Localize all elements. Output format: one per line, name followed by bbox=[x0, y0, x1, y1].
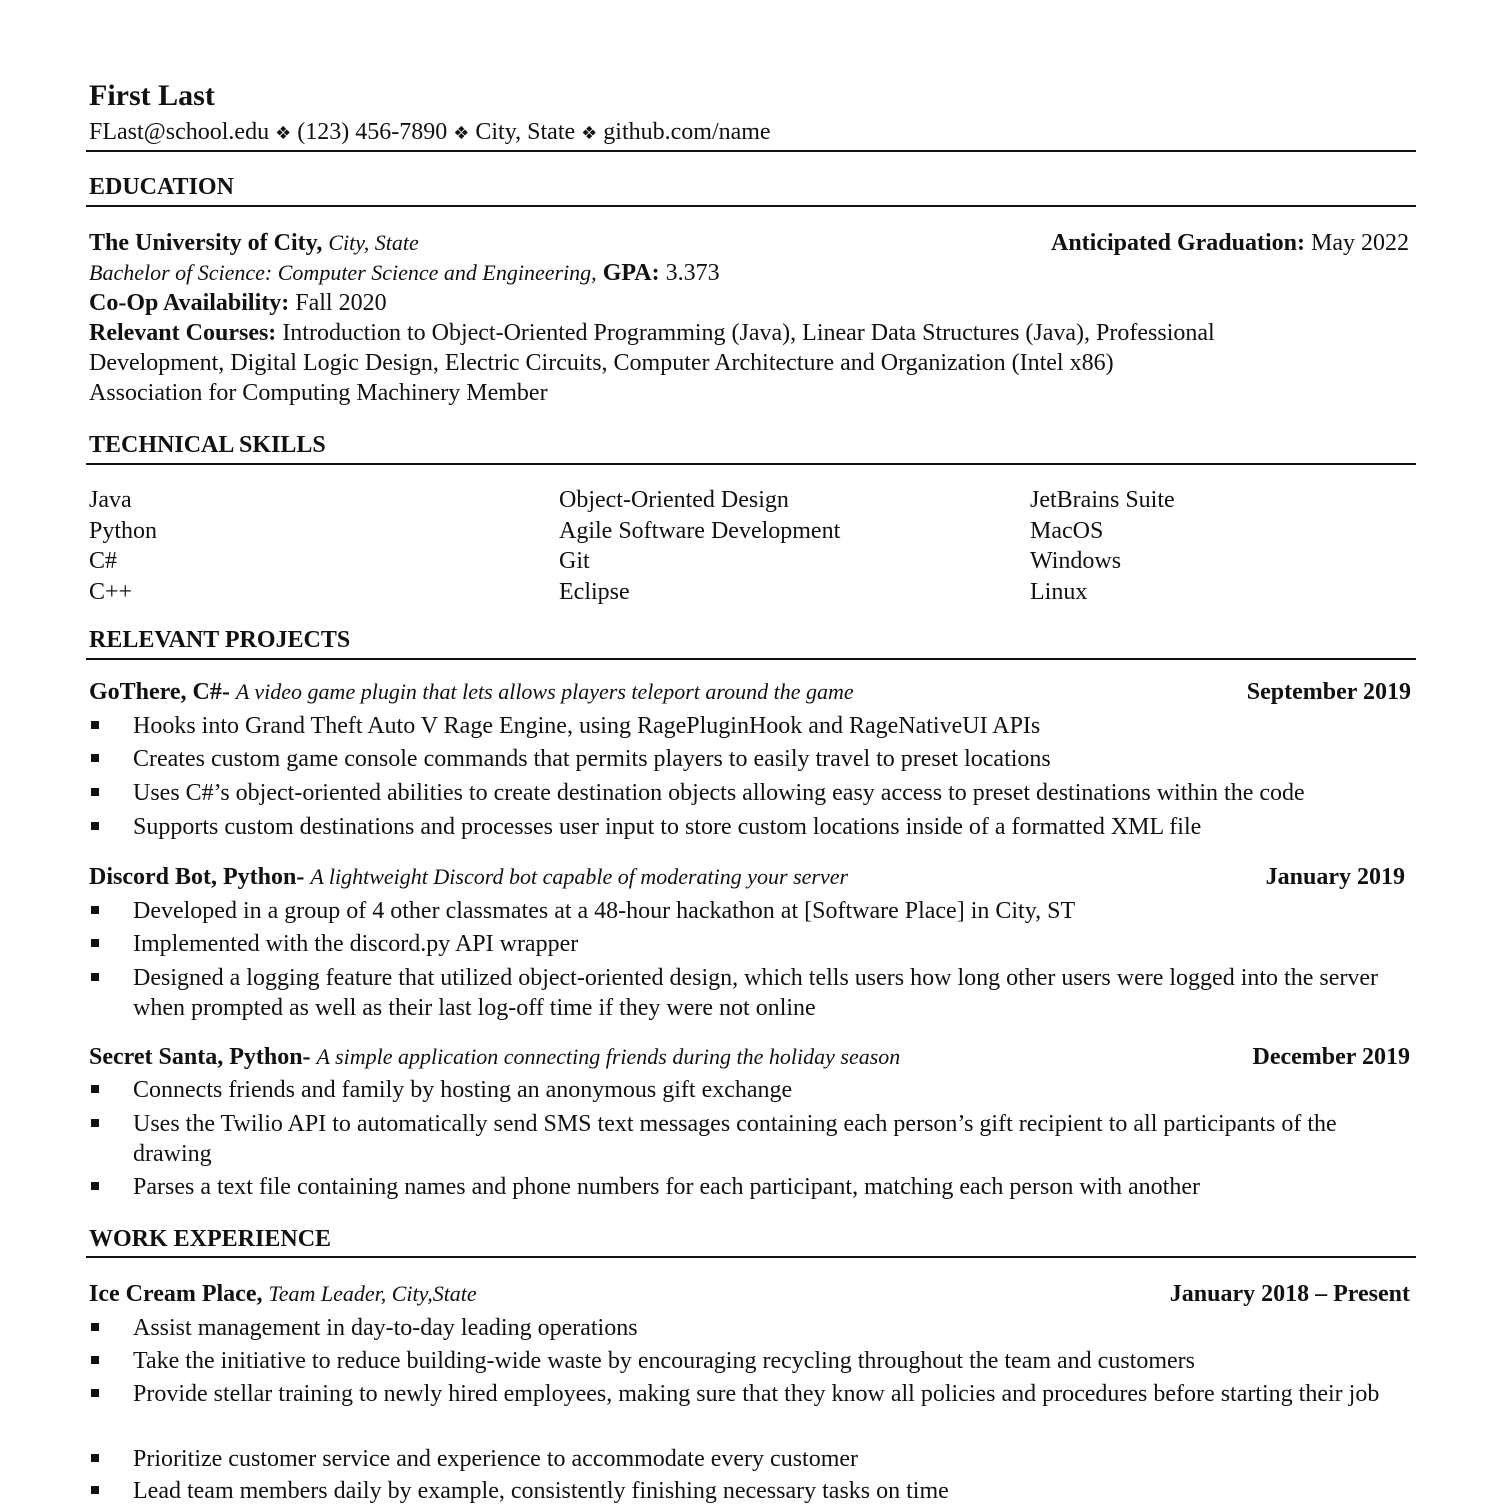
gpa-label: GPA: bbox=[602, 260, 660, 286]
square-bullet-icon bbox=[91, 754, 99, 762]
job-header bbox=[89, 1279, 477, 1309]
contact-website: github.com/name bbox=[603, 119, 771, 145]
skill-item: JetBrains Suite bbox=[1030, 487, 1175, 513]
skill-item: Eclipse bbox=[559, 578, 630, 605]
project-header bbox=[89, 1042, 900, 1072]
skill-item: Agile Software Development bbox=[559, 517, 841, 544]
work-divider bbox=[86, 1256, 1416, 1258]
square-bullet-icon bbox=[91, 1085, 99, 1093]
skill-item: Linux bbox=[1030, 578, 1088, 605]
skill-item: C++ bbox=[89, 578, 133, 605]
square-bullet-icon bbox=[91, 1119, 99, 1127]
degree: Bachelor of Science: Computer Science and Engineering, bbox=[89, 260, 597, 285]
section-title-education: EDUCATION bbox=[89, 174, 234, 200]
square-bullet-icon bbox=[91, 1454, 99, 1462]
skills-divider bbox=[86, 463, 1416, 465]
square-bullet-icon bbox=[91, 721, 99, 729]
project-date: September 2019 bbox=[1246, 679, 1411, 705]
project-name: GoThere, C#- bbox=[89, 679, 230, 705]
square-bullet-icon bbox=[91, 973, 99, 981]
coop-value: Fall 2020 bbox=[295, 290, 387, 316]
degree-line bbox=[89, 258, 720, 288]
courses-text: Introduction to Object-Oriented Programming (Java), Linear Data Structures (Java), Professional bbox=[282, 320, 1215, 346]
contact-line bbox=[89, 117, 771, 149]
section-title-projects: RELEVANT PROJECTS bbox=[89, 627, 351, 653]
square-bullet-icon bbox=[91, 906, 99, 914]
skill-item: Object-Oriented Design bbox=[559, 487, 789, 513]
education-divider bbox=[86, 205, 1416, 207]
skills-column-1 bbox=[89, 485, 157, 607]
coop-label: Co-Op Availability: bbox=[89, 290, 290, 316]
skills-column-2 bbox=[559, 485, 840, 607]
contact-email: FLast@school.edu bbox=[89, 119, 270, 145]
section-title-work: WORK EXPERIENCE bbox=[89, 1226, 332, 1252]
skill-item: Java bbox=[89, 487, 132, 513]
skill-item: C# bbox=[89, 548, 118, 574]
coop-line bbox=[89, 288, 387, 318]
skill-item: Git bbox=[559, 548, 590, 574]
candidate-name: First Last bbox=[89, 79, 215, 112]
employer-name: Ice Cream Place, bbox=[89, 1281, 263, 1307]
contact-location: City, State bbox=[475, 119, 576, 145]
skill-item: Windows bbox=[1030, 548, 1122, 574]
header-divider bbox=[86, 150, 1416, 152]
courses-label: Relevant Courses: bbox=[89, 320, 277, 346]
school-name: The University of City, bbox=[89, 230, 323, 256]
project-header bbox=[89, 862, 848, 892]
resume-page: First Last FLast@school.edu ❖ (123) 456-7890 ❖ City, State ❖ github.com/name EDUCATION The University of City, City, State Anticipated Graduation: May 2022 Bachelor of Science: Computer Science and Engineering, GPA: 3.373 Co-Op Availability: Fall 2020 Relevant Courses: Introduction to Object-Oriented Programming (Java), Linear Data Structures (Java), Professional Development, Digital Logic Design, Electric Circuits, Computer Architecture and Organization (Intel x86) Association for Computing Machinery Member TECHNICAL SKILLS Java Python C# C++ Object-Oriented Design Agile Software Development Git Eclipse JetBrains Suite MacOS Windows Linux RELEVANT PROJECTS GoThere, C#- A video game plugin that lets allows players teleport around the game September 2019 Hooks into Grand Theft Auto V Rage Engine, using RagePluginHook and RageNativeUI APIs Creates custom game console commands that permits players to easily travel to preset locations Uses C#’s object-oriented abilities to create destination objects allowing easy access to preset destinations within the code Supports custom destinations and processes user input to store custom locations inside of a formatted XML file Discord Bot, Python- A lightweight Discord bot capable of moderating your server January 2019 Developed in a group of 4 other classmates at a 48-hour hackathon at [Software Place] in City, ST Implemented with the discord.py API wrapper Designed a logging feature that utilized object-oriented design, which tells users how long other users were logged into the server when prompted as well as their last log-off time if they were not online Secret Santa, Python- A simple application connecting friends during the holiday season December 2019 Connects friends and family by hosting an anonymous gift exchange Uses the Twilio API to automatically send SMS text messages containing each person’s gift recipient to all participants of the drawing Parses a text file containing names and phone numbers for each participant, matching each person with another WORK EXPERIENCE Ice Cream Place, Team Leader, City,State January 2018 – Present Assist management in day-to-day leading operations Take the initiative to reduce building-wide waste by encouraging recycling throughout the team and customers Provide stellar training to newly hired employees, making sure that they know all policies and procedures before starting their job Prioritize customer service and experience to accommodate every customer Lead team members daily by example, consistently finishing necessary tasks on time bbox=[0, 0, 1500, 1500]
square-bullet-icon bbox=[91, 822, 99, 830]
project-description: A simple application connecting friends during the holiday season bbox=[316, 1044, 901, 1069]
skill-item: MacOS bbox=[1030, 517, 1104, 544]
graduation-value: May 2022 bbox=[1311, 230, 1409, 256]
project-description: A lightweight Discord bot capable of moderating your server bbox=[310, 864, 849, 889]
square-bullet-icon bbox=[91, 1356, 99, 1364]
square-bullet-icon bbox=[91, 788, 99, 796]
courses-line-2: Development, Digital Logic Design, Electric Circuits, Computer Architecture and Organization (Intel x86) bbox=[89, 350, 1114, 376]
square-bullet-icon bbox=[91, 1182, 99, 1190]
job-role: Team Leader, City,State bbox=[268, 1281, 477, 1306]
graduation-label: Anticipated Graduation: bbox=[1050, 230, 1305, 256]
diamond-separator-icon: ❖ bbox=[453, 123, 470, 144]
square-bullet-icon bbox=[91, 1486, 99, 1494]
courses-line-1 bbox=[89, 318, 1215, 348]
gpa-value: 3.373 bbox=[665, 260, 720, 286]
school-line bbox=[89, 228, 419, 258]
membership-line: Association for Computing Machinery Member bbox=[89, 380, 548, 406]
school-location: City, State bbox=[328, 230, 419, 255]
project-date: December 2019 bbox=[1252, 1044, 1410, 1070]
contact-phone: (123) 456-7890 bbox=[297, 119, 448, 145]
graduation-date bbox=[1051, 228, 1409, 258]
square-bullet-icon bbox=[91, 1389, 99, 1397]
section-title-skills: TECHNICAL SKILLS bbox=[89, 432, 326, 458]
projects-divider bbox=[86, 658, 1416, 660]
skills-column-3 bbox=[1030, 485, 1175, 607]
project-description: A video game plugin that lets allows players teleport around the game bbox=[235, 679, 854, 704]
project-name: Secret Santa, Python- bbox=[89, 1044, 311, 1070]
square-bullet-icon bbox=[91, 939, 99, 947]
project-header bbox=[89, 677, 854, 707]
job-date: January 2018 – Present bbox=[1169, 1281, 1410, 1307]
diamond-separator-icon: ❖ bbox=[581, 123, 598, 144]
square-bullet-icon bbox=[91, 1323, 99, 1331]
skill-item: Python bbox=[89, 517, 158, 544]
project-name: Discord Bot, Python- bbox=[89, 864, 305, 890]
project-date: January 2019 bbox=[1265, 864, 1405, 890]
diamond-separator-icon: ❖ bbox=[275, 123, 292, 144]
